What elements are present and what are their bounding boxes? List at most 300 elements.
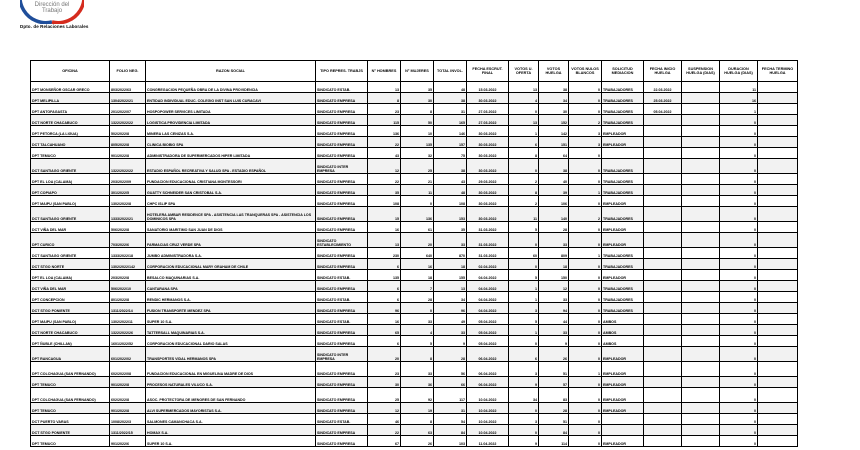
- cell-fecha-escrut-final: 27.03.2022: [467, 104, 509, 115]
- table-row: [31, 222, 798, 233]
- cell-suspension-huelga: [682, 93, 720, 104]
- cell-suspension-huelga: [682, 115, 720, 126]
- cell-votos-huelga: 34: [539, 93, 569, 104]
- cell-oficina: DCT SANTIAGO ORIENTE: [31, 248, 110, 259]
- cell-votos-nulos-blancos: 0: [569, 377, 602, 388]
- cell-n-mujeres: 8: [401, 104, 434, 115]
- cell-solicitud-mediacion: EMPLEADOR: [602, 436, 644, 447]
- cell-fecha-termino-huelga: [758, 362, 798, 377]
- cell-votos-u-oferta: 0: [509, 403, 539, 414]
- cell-solicitud-mediacion: TRABAJADORES: [602, 248, 644, 259]
- table-row: [31, 82, 798, 93]
- cell-duracion-huelga: 0: [720, 425, 758, 436]
- cell-n-hombres: 25: [368, 388, 401, 403]
- cell-fecha-inicio-huelga: [644, 292, 682, 303]
- cell-votos-huelga: 18: [539, 259, 569, 270]
- cell-fecha-inicio-huelga: [644, 325, 682, 336]
- cell-folio-neg: 601/2022/02: [110, 347, 146, 362]
- column-header-oficina: OFICINA: [31, 61, 110, 82]
- cell-total-invol: 38: [434, 159, 467, 174]
- cell-votos-u-oferta: 5: [509, 270, 539, 281]
- cell-n-hombres: 13: [368, 233, 401, 248]
- cell-n-mujeres: 136: [401, 207, 434, 222]
- cell-votos-nulos-blancos: 0: [569, 314, 602, 325]
- cell-suspension-huelga: [682, 233, 720, 248]
- cell-folio-neg: 1302/2022/11: [110, 314, 146, 325]
- cell-fecha-inicio-huelga: [644, 414, 682, 425]
- cell-n-hombres: 96: [368, 303, 401, 314]
- table-row: [31, 436, 798, 447]
- cell-n-mujeres: 0: [401, 196, 434, 207]
- cell-fecha-escrut-final: 04.04.2022: [467, 270, 509, 281]
- cell-razon-social: ESTADIO ESPAÑOL RECREATIVA Y SALUD SPA - ESTADIO ESPAÑOL: [146, 159, 316, 174]
- cell-votos-u-oferta: 3: [509, 303, 539, 314]
- cell-razon-social: HOTELERA AMBAR RESIDENCE SPA - ASISTENCIA LAS TRANQUERAS SPA - ASISTENCIA LOS DOMINICOS SPA: [146, 207, 316, 222]
- cell-duracion-huelga: 0: [720, 314, 758, 325]
- cell-total-invol: 54: [434, 414, 467, 425]
- cell-razon-social: BESALCO MAQUINARIAS S.A.: [146, 270, 316, 281]
- cell-suspension-huelga: [682, 185, 720, 196]
- cell-oficina: DPT EL LOA (CALAMA): [31, 270, 110, 281]
- cell-total-invol: 117: [434, 388, 467, 403]
- table-row: [31, 281, 798, 292]
- cell-total-invol: 49: [434, 314, 467, 325]
- cell-fecha-termino-huelga: [758, 137, 798, 148]
- cell-n-mujeres: 36: [401, 377, 434, 388]
- cell-votos-huelga: 64: [539, 148, 569, 159]
- cell-n-hombres: 23: [368, 104, 401, 115]
- cell-fecha-escrut-final: 30.03.2022: [467, 93, 509, 104]
- cell-n-mujeres: 11: [401, 185, 434, 196]
- cell-razon-social: GUATTY SCHNEIDER SAN CRISTOBAL S.A.: [146, 185, 316, 196]
- cell-oficina: DCT TALCAHUANO: [31, 137, 110, 148]
- cell-duracion-huelga: 0: [720, 126, 758, 137]
- cell-razon-social: ADMINISTRADORA DE SUPERMERCADOS HIPER LIMITADA: [146, 148, 316, 159]
- column-header-n-mujeres: N° MUJERES: [401, 61, 434, 82]
- cell-n-hombres: 43: [368, 148, 401, 159]
- cell-suspension-huelga: [682, 292, 720, 303]
- cell-tipo-repres: SINDICATO EMPRESA: [316, 126, 368, 137]
- cell-suspension-huelga: [682, 303, 720, 314]
- cell-votos-nulos-blancos: 0: [569, 196, 602, 207]
- cell-solicitud-mediacion: TRABAJADORES: [602, 292, 644, 303]
- cell-oficina: DPT COPIAPO: [31, 185, 110, 196]
- cell-total-invol: 38: [434, 93, 467, 104]
- cell-folio-neg: 1311/2022/14: [110, 303, 146, 314]
- cell-folio-neg: 1322/2022/26: [110, 325, 146, 336]
- cell-fecha-inicio-huelga: [644, 270, 682, 281]
- cell-razon-social: CORPORACION EDUCACIONAL MARY GRAHAM DE CHILE: [146, 259, 316, 270]
- cell-fecha-inicio-huelga: [644, 196, 682, 207]
- cell-total-invol: 146: [434, 126, 467, 137]
- cell-suspension-huelga: [682, 336, 720, 347]
- cell-duracion-huelga: 0: [720, 325, 758, 336]
- cell-n-hombres: 22: [368, 137, 401, 148]
- cell-razon-social: ENTIDAD INDIVIDUAL EDUC. COLEGIO INST SAN LUIS CURACAVI: [146, 93, 316, 104]
- cell-votos-huelga: 51: [539, 414, 569, 425]
- cell-n-mujeres: 7: [401, 281, 434, 292]
- cell-fecha-termino-huelga: [758, 233, 798, 248]
- table-row: [31, 104, 798, 115]
- cell-fecha-termino-huelga: [758, 425, 798, 436]
- cell-tipo-repres: SINDICATO EMPRESA: [316, 403, 368, 414]
- cell-total-invol: 155: [434, 270, 467, 281]
- cell-fecha-inicio-huelga: [644, 281, 682, 292]
- cell-duracion-huelga: 0: [720, 377, 758, 388]
- cell-n-mujeres: 19: [401, 403, 434, 414]
- cell-solicitud-mediacion: EMPLEADOR: [602, 233, 644, 248]
- cell-n-hombres: 65: [368, 325, 401, 336]
- cell-fecha-termino-huelga: [758, 104, 798, 115]
- cell-votos-nulos-blancos: 0: [569, 281, 602, 292]
- cell-fecha-escrut-final: 05.04.2022: [467, 325, 509, 336]
- cell-tipo-repres: SINDICATO ESTAB.: [316, 314, 368, 325]
- cell-oficina: DPT MAIPU (SAN PABLO): [31, 196, 110, 207]
- cell-tipo-repres: SINDICATO EMPRESA: [316, 148, 368, 159]
- cell-fecha-inicio-huelga: [644, 388, 682, 403]
- cell-tipo-repres: SINDICATO EMPRESA: [316, 425, 368, 436]
- cell-solicitud-mediacion: TRABAJADORES: [602, 185, 644, 196]
- cell-fecha-escrut-final: 30.03.2022: [467, 137, 509, 148]
- cell-razon-social: CLINICA BIOBIO SPA: [146, 137, 316, 148]
- cell-solicitud-mediacion: EMPLEADOR: [602, 126, 644, 137]
- cell-folio-neg: 1302/2022/8: [110, 196, 146, 207]
- table-row: [31, 126, 798, 137]
- cell-fecha-inicio-huelga: [644, 259, 682, 270]
- cell-tipo-repres: SINDICATO EMPRESA: [316, 93, 368, 104]
- cell-votos-huelga: 9: [539, 336, 569, 347]
- cell-total-invol: 75: [434, 148, 467, 159]
- cell-votos-huelga: 57: [539, 377, 569, 388]
- table-row: [31, 292, 798, 303]
- cell-fecha-escrut-final: 30.03.2022: [467, 148, 509, 159]
- cell-razon-social: SALMONES CAMANCHACA S.A.: [146, 414, 316, 425]
- cell-votos-huelga: 114: [539, 436, 569, 447]
- cell-duracion-huelga: 0: [720, 159, 758, 174]
- cell-fecha-escrut-final: 31.03.2022: [467, 222, 509, 233]
- cell-suspension-huelga: [682, 388, 720, 403]
- cell-solicitud-mediacion: EMPLEADOR: [602, 362, 644, 377]
- cell-oficina: DPT TEMUCO: [31, 148, 110, 159]
- cell-solicitud-mediacion: TRABAJADORES: [602, 303, 644, 314]
- cell-votos-u-oferta: 6: [509, 347, 539, 362]
- cell-solicitud-mediacion: [602, 414, 644, 425]
- cell-n-hombres: 30: [368, 377, 401, 388]
- cell-n-hombres: 8: [368, 93, 401, 104]
- cell-duracion-huelga: 0: [720, 292, 758, 303]
- cell-tipo-repres: SINDICATO EMPRESA: [316, 137, 368, 148]
- cell-fecha-escrut-final: 30.03.2022: [467, 196, 509, 207]
- cell-fecha-inicio-huelga: [644, 137, 682, 148]
- cell-folio-neg: 803/2022/63: [110, 82, 146, 93]
- cell-votos-u-oferta: 1: [509, 126, 539, 137]
- cell-total-invol: 66: [434, 377, 467, 388]
- cell-oficina: DCT STGO PONIENTE: [31, 425, 110, 436]
- cell-fecha-termino-huelga: [758, 185, 798, 196]
- cell-votos-huelga: 28: [539, 222, 569, 233]
- cell-fecha-escrut-final: 31.03.2022: [467, 248, 509, 259]
- cell-total-invol: 96: [434, 303, 467, 314]
- cell-razon-social: JUMBO ADMINISTRADORA S.A.: [146, 248, 316, 259]
- cell-total-invol: 33: [434, 325, 467, 336]
- cell-fecha-escrut-final: 10.04.2022: [467, 403, 509, 414]
- cell-total-invol: 9: [434, 336, 467, 347]
- cell-solicitud-mediacion: EMPLEADOR: [602, 137, 644, 148]
- table-row: [31, 403, 798, 414]
- cell-oficina: DPT COLCHAGUA (SAN FERNANDO): [31, 362, 110, 377]
- cell-tipo-repres: SINDICATO EMPRESA: [316, 388, 368, 403]
- cell-fecha-termino-huelga: [758, 126, 798, 137]
- cell-oficina: DPT ANTOFAGASTA: [31, 104, 110, 115]
- logo-text-line2: Trabajo: [41, 8, 63, 14]
- cell-votos-nulos-blancos: 1: [569, 362, 602, 377]
- column-header-suspension-huelga: SUSPENSION HUELGA (DIAS): [682, 61, 720, 82]
- cell-n-mujeres: 28: [401, 292, 434, 303]
- table-row: [31, 270, 798, 281]
- cell-tipo-repres: SINDICATO ESTAB.: [316, 414, 368, 425]
- table-row: [31, 388, 798, 403]
- table-row: [31, 425, 798, 436]
- cell-folio-neg: 1601/2022/52: [110, 336, 146, 347]
- cell-votos-nulos-blancos: 0: [569, 414, 602, 425]
- cell-oficina: DCT STGO NORTE: [31, 259, 110, 270]
- cell-suspension-huelga: [682, 362, 720, 377]
- cell-fecha-termino-huelga: [758, 248, 798, 259]
- cell-fecha-escrut-final: 10.04.2022: [467, 388, 509, 403]
- cell-n-mujeres: 32: [401, 148, 434, 159]
- cell-folio-neg: 1304/2022/21: [110, 93, 146, 104]
- strike-table: [30, 60, 798, 447]
- cell-suspension-huelga: [682, 377, 720, 388]
- cell-oficina: DCT VIÑA DEL MAR: [31, 281, 110, 292]
- cell-duracion-huelga: 0: [720, 148, 758, 159]
- cell-fecha-inicio-huelga: [644, 314, 682, 325]
- cell-tipo-repres: SINDICATO EMPRESA: [316, 281, 368, 292]
- cell-votos-u-oferta: 0: [509, 159, 539, 174]
- column-header-votos-u-oferta: VOTOS U. OFERTA: [509, 61, 539, 82]
- cell-votos-huelga: 30: [539, 104, 569, 115]
- cell-fecha-inicio-huelga: [644, 303, 682, 314]
- cell-tipo-repres: SINDICATO EMPRESA: [316, 303, 368, 314]
- cell-n-mujeres: 5: [401, 336, 434, 347]
- cell-votos-nulos-blancos: 0: [569, 388, 602, 403]
- cell-suspension-huelga: [682, 347, 720, 362]
- column-header-total-invol: TOTAL INVOL.: [434, 61, 467, 82]
- cell-fecha-escrut-final: 04.04.2022: [467, 303, 509, 314]
- cell-fecha-termino-huelga: [758, 292, 798, 303]
- cell-tipo-repres: SINDICATO INTER EMPRESA: [316, 159, 368, 174]
- cell-votos-u-oferta: 2: [509, 196, 539, 207]
- column-header-duracion-huelga: DURACION HUELGA (DIAS): [720, 61, 758, 82]
- cell-votos-nulos-blancos: 0: [569, 347, 602, 362]
- table-row: [31, 207, 798, 222]
- cell-oficina: DPT EL LOA (CALAMA): [31, 174, 110, 185]
- cell-fecha-escrut-final: 29.03.2022: [467, 174, 509, 185]
- cell-votos-nulos-blancos: 0: [569, 270, 602, 281]
- cell-n-hombres: 16: [368, 314, 401, 325]
- column-header-fecha-termino-huelga: FECHA TERMINO HUELGA: [758, 61, 798, 82]
- cell-n-hombres: 115: [368, 115, 401, 126]
- cell-fecha-escrut-final: 02.04.2022: [467, 259, 509, 270]
- cell-solicitud-mediacion: AMBOS: [602, 325, 644, 336]
- cell-votos-nulos-blancos: 0: [569, 174, 602, 185]
- cell-duracion-huelga: 0: [720, 233, 758, 248]
- cell-votos-huelga: 26: [539, 347, 569, 362]
- cell-fecha-termino-huelga: [758, 93, 798, 104]
- cell-razon-social: CORPORACION EDUCACIONAL DARIO SALAS: [146, 336, 316, 347]
- cell-razon-social: SANATORIO MARITIMO SAN JUAN DE DIOS: [146, 222, 316, 233]
- cell-folio-neg: 901/2022/8: [110, 377, 146, 388]
- table-row: [31, 314, 798, 325]
- cell-fecha-termino-huelga: [758, 314, 798, 325]
- cell-fecha-escrut-final: 27.03.2022: [467, 115, 509, 126]
- cell-suspension-huelga: [682, 414, 720, 425]
- cell-solicitud-mediacion: TRABAJADORES: [602, 174, 644, 185]
- cell-votos-u-oferta: 3: [509, 362, 539, 377]
- cell-solicitud-mediacion: EMPLEADOR: [602, 388, 644, 403]
- cell-n-hombres: 35: [368, 185, 401, 196]
- cell-votos-huelga: 142: [539, 126, 569, 137]
- cell-total-invol: 153: [434, 207, 467, 222]
- table-row: [31, 196, 798, 207]
- cell-duracion-huelga: 0: [720, 270, 758, 281]
- cell-votos-nulos-blancos: 2: [569, 207, 602, 222]
- cell-oficina: DPT CURICO: [31, 233, 110, 248]
- cell-fecha-inicio-huelga: [644, 185, 682, 196]
- cell-votos-huelga: 33: [539, 233, 569, 248]
- cell-votos-huelga: 94: [539, 303, 569, 314]
- cell-duracion-huelga: 0: [720, 207, 758, 222]
- cell-total-invol: 35: [434, 222, 467, 233]
- cell-razon-social: PROCESOS NATURALES VILUCO S.A.: [146, 377, 316, 388]
- cell-folio-neg: 901/2022/8: [110, 148, 146, 159]
- cell-solicitud-mediacion: TRABAJADORES: [602, 281, 644, 292]
- cell-fecha-inicio-huelga: [644, 436, 682, 447]
- cell-duracion-huelga: 0: [720, 436, 758, 447]
- cell-fecha-escrut-final: 11.04.2022: [467, 436, 509, 447]
- cell-oficina: DPT COLCHAGUA (SAN FERNANDO): [31, 388, 110, 403]
- cell-votos-huelga: 33: [539, 325, 569, 336]
- cell-votos-nulos-blancos: 0: [569, 159, 602, 174]
- cell-solicitud-mediacion: TRABAJADORES: [602, 207, 644, 222]
- cell-tipo-repres: SINDICATO EMPRESA: [316, 222, 368, 233]
- cell-duracion-huelga: 0: [720, 336, 758, 347]
- cell-suspension-huelga: [682, 325, 720, 336]
- cell-folio-neg: 901/2022/8: [110, 403, 146, 414]
- cell-fecha-termino-huelga: [758, 196, 798, 207]
- cell-votos-nulos-blancos: 0: [569, 222, 602, 233]
- table-row: [31, 115, 798, 126]
- cell-votos-u-oferta: 1: [509, 281, 539, 292]
- cell-votos-u-oferta: 5: [509, 222, 539, 233]
- cell-votos-huelga: 12: [539, 281, 569, 292]
- table-row: [31, 137, 798, 148]
- cell-votos-u-oferta: 34: [509, 388, 539, 403]
- cell-duracion-huelga: 0: [720, 388, 758, 403]
- cell-razon-social: LOGISTICA PROVIDENCIA LIMITADA: [146, 115, 316, 126]
- table-row: [31, 362, 798, 377]
- cell-folio-neg: 301/2022/5: [110, 185, 146, 196]
- table-row: [31, 159, 798, 174]
- cell-votos-nulos-blancos: 1: [569, 185, 602, 196]
- cell-n-mujeres: 8: [401, 414, 434, 425]
- cell-fecha-termino-huelga: [758, 281, 798, 292]
- column-header-folio-neg: FOLIO NEG.: [110, 61, 146, 82]
- cell-suspension-huelga: [682, 281, 720, 292]
- cell-tipo-repres: SINDICATO EMPRESA: [316, 336, 368, 347]
- cell-n-hombres: 22: [368, 174, 401, 185]
- cell-fecha-termino-huelga: [758, 403, 798, 414]
- department-label: Dpto. de Relaciones Laborales: [20, 24, 89, 29]
- cell-tipo-repres: SINDICATO EMPRESA: [316, 196, 368, 207]
- cell-votos-u-oferta: 9: [509, 377, 539, 388]
- cell-fecha-termino-huelga: [758, 174, 798, 185]
- cell-folio-neg: 1322/2022/22: [110, 115, 146, 126]
- cell-n-mujeres: 135: [401, 137, 434, 148]
- cell-fecha-escrut-final: 10.04.2022: [467, 414, 509, 425]
- cell-votos-nulos-blancos: 0: [569, 93, 602, 104]
- cell-n-mujeres: 35: [401, 82, 434, 93]
- cell-n-hombres: 15: [368, 207, 401, 222]
- cell-oficina: DCT STGO PONIENTE: [31, 303, 110, 314]
- cell-n-hombres: 46: [368, 414, 401, 425]
- cell-fecha-inicio-huelga: [644, 425, 682, 436]
- cell-tipo-repres: SINDICATO EMPRESA: [316, 104, 368, 115]
- cell-suspension-huelga: [682, 196, 720, 207]
- cell-duracion-huelga: 0: [720, 174, 758, 185]
- cell-votos-u-oferta: 0: [509, 233, 539, 248]
- cell-n-mujeres: 18: [401, 270, 434, 281]
- cell-razon-social: SUPER 10 S.A.: [146, 314, 316, 325]
- cell-suspension-huelga: [682, 174, 720, 185]
- cell-duracion-huelga: 0: [720, 403, 758, 414]
- cell-n-hombres: 13: [368, 82, 401, 93]
- cell-votos-nulos-blancos: 0: [569, 233, 602, 248]
- column-header-razon-social: RAZON SOCIAL: [146, 61, 316, 82]
- cell-folio-neg: 203/2022/8: [110, 270, 146, 281]
- cell-fecha-escrut-final: 15.03.2022: [467, 82, 509, 93]
- cell-tipo-repres: SINDICATO EMPRESA: [316, 325, 368, 336]
- column-header-solicitud-mediacion: SOLICITUD MEDIACION: [602, 61, 644, 82]
- cell-solicitud-mediacion: EMPLEADOR: [602, 270, 644, 281]
- table-row: [31, 185, 798, 196]
- cell-duracion-huelga: 0: [720, 362, 758, 377]
- cell-solicitud-mediacion: EMPLEADOR: [602, 377, 644, 388]
- cell-votos-huelga: 28: [539, 403, 569, 414]
- column-header-votos-nulos-blancos: VOTOS NULOS BLANCOS: [569, 61, 602, 82]
- cell-fecha-escrut-final: 06.04.2022: [467, 377, 509, 388]
- cell-votos-huelga: 106: [539, 196, 569, 207]
- cell-votos-huelga: 33: [539, 292, 569, 303]
- cell-oficina: DCT SANTIAGO ORIENTE: [31, 207, 110, 222]
- direccion-del-trabajo-logo: [20, 0, 84, 24]
- cell-votos-u-oferta: 1: [509, 325, 539, 336]
- cell-duracion-huelga: 0: [720, 259, 758, 270]
- cell-votos-huelga: 44: [539, 314, 569, 325]
- cell-fecha-termino-huelga: [758, 270, 798, 281]
- cell-n-hombres: 6: [368, 292, 401, 303]
- cell-n-mujeres: 4: [401, 325, 434, 336]
- cell-tipo-repres: SINDICATO EMPRESA: [316, 362, 368, 377]
- cell-duracion-huelga: 0: [720, 115, 758, 126]
- cell-votos-nulos-blancos: 0: [569, 104, 602, 115]
- cell-fecha-termino-huelga: [758, 436, 798, 447]
- cell-votos-u-oferta: 60: [509, 248, 539, 259]
- cell-solicitud-mediacion: TRABAJADORES: [602, 159, 644, 174]
- table-row: [31, 248, 798, 259]
- cell-fecha-inicio-huelga: 25.03.2022: [644, 93, 682, 104]
- cell-n-hombres: 12: [368, 159, 401, 174]
